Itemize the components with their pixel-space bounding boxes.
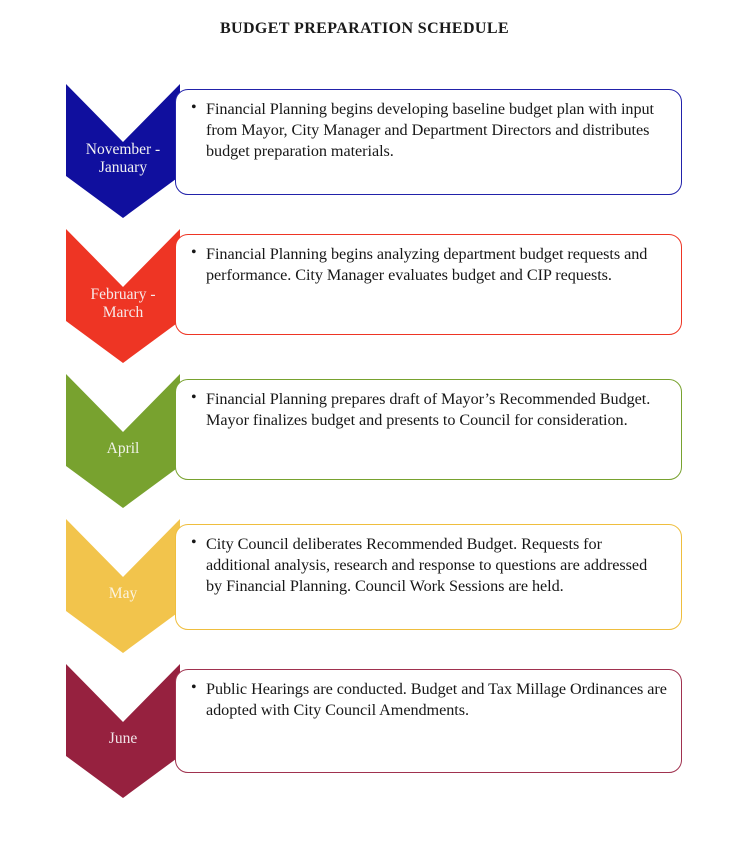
stage-1-period-line2: January <box>98 159 148 176</box>
process-stage-2 <box>0 217 729 362</box>
stage-2-description: • Financial Planning begins analyzing department budget requests and performance. City Manager evaluates budget and CIP requests. <box>206 244 667 286</box>
stage-1-chevron <box>66 84 180 218</box>
stage-3-period-line1: April <box>106 439 140 457</box>
stage-4-description-box <box>175 524 682 630</box>
stage-1-description: • Financial Planning begins developing baseline budget plan with input from Mayor, City Manager and Department Directors and distributes budget preparation materials. <box>206 99 667 162</box>
chevron-down-icon <box>66 519 180 653</box>
stage-2-chevron <box>66 229 180 363</box>
stage-4-chevron <box>66 519 180 653</box>
stage-5-chevron <box>66 664 180 798</box>
process-flow-container <box>0 72 729 832</box>
process-stage-1 <box>0 72 729 217</box>
stage-4-description: • City Council deliberates Recommended Budget. Requests for additional analysis, research and response to questions are addressed by Financial Planning. Council Work Sessions are held. <box>206 534 667 597</box>
chevron-down-icon <box>66 229 180 363</box>
stage-3-description: • Financial Planning prepares draft of Mayor’s Recommended Budget. Mayor finalizes budget and presents to Council for consideration. <box>206 389 667 431</box>
chevron-down-icon <box>66 664 180 798</box>
stage-1-description-box <box>175 89 682 195</box>
stage-5-period-line1: June <box>108 729 138 747</box>
stage-2-period-line2: March <box>102 304 144 321</box>
stage-3-description-box <box>175 379 682 480</box>
stage-1-period-line1: November - <box>85 140 161 158</box>
chevron-down-icon <box>66 374 180 508</box>
chevron-down-icon <box>66 84 180 218</box>
stage-5-description: • Public Hearings are conducted. Budget and Tax Millage Ordinances are adopted with City Council Amendments. <box>206 679 667 721</box>
stage-3-chevron <box>66 374 180 508</box>
process-stage-5 <box>0 652 729 797</box>
page-title: BUDGET PREPARATION SCHEDULE <box>219 20 510 37</box>
stage-2-period-line1: February - <box>90 285 156 303</box>
stage-4-period-line1: May <box>108 584 138 602</box>
process-stage-3 <box>0 362 729 507</box>
process-stage-4 <box>0 507 729 652</box>
stage-2-description-box <box>175 234 682 335</box>
stage-5-description-box <box>175 669 682 773</box>
